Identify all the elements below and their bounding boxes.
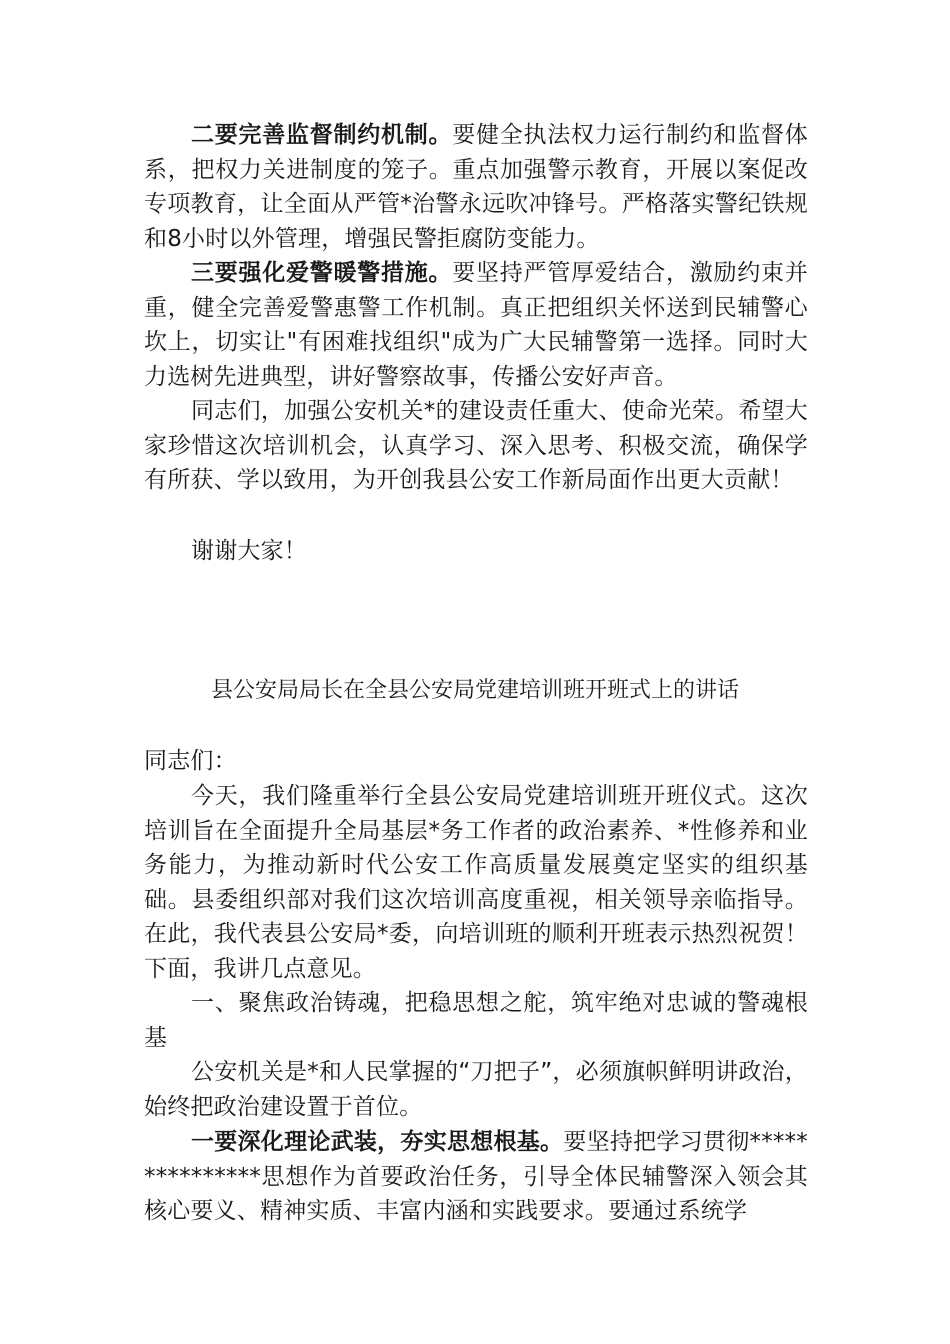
paragraph-thanks: 谢谢大家！ [191, 538, 307, 564]
paragraph-lead: 二要完善监督制约机制。 [191, 122, 453, 148]
paragraph-lead: 一要深化理论武装，夯实思想根基。 [191, 1129, 564, 1155]
paragraph-political: 公安机关是*和人民掌握的“刀把子”，必须旗帜鲜明讲政治，始终把政治建设置于首位。 [144, 1059, 808, 1120]
paragraph-theory [144, 1125, 808, 1229]
paragraph-body: 要健全执法权力运行制约和监督体系，把权力关进制度的笼子。重点加强警示教育，开展以案促改专项教育，让全面从严管*治警永远吹冲锋号。严格落实警纪铁规和8小时以外管理，增强民警拒腐防变能力。 [144, 122, 809, 252]
paragraph-care-for-police [144, 256, 808, 394]
paragraph-closing: 同志们，加强公安机关*的建设责任重大、使命光荣。希望大家珍惜这次培训机会，认真学习、深入思考、积极交流，确保学有所获、学以致用，为开创我县公安工作新局面作出更大贡献！ [144, 398, 808, 494]
section-heading-1: 一、聚焦政治铸魂，把稳思想之舵，筑牢绝对忠诚的警魂根基 [144, 990, 808, 1051]
salutation: 同志们： [144, 748, 237, 774]
paragraph-lead: 三要强化爱警暖警措施。 [191, 260, 453, 286]
paragraph-body: 要坚持严管厚爱结合，激励约束并重，健全完善爱警惠警工作机制。真正把组织关怀送到民辅警心坎上，切实让"有困难找组织"成为广大民辅警第一选择。同时大力选树先进典型，讲好警察故事，传播公安好声音。 [144, 260, 809, 390]
paragraph-body: 要坚持把学习贯彻***************思想作为首要政治任务，引导全体民辅警深入领会其核心要义、精神实质、丰富内涵和实践要求。要通过系统学 [144, 1129, 808, 1225]
speech-title: 县公安局局长在全县公安局党建培训班开班式上的讲话 [210, 678, 739, 703]
paragraph-opening: 今天，我们隆重举行全县公安局党建培训班开班仪式。这次培训旨在全面提升全局基层*务工作者的政治素养、*性修养和业务能力，为推动新时代公安工作高质量发展奠定坚实的组织基础。县委组织部对我们这次培训高度重视，相关领导亲临指导。在此，我代表县公安局*委，向培训班的顺利开班表示热烈祝贺！下面，我讲几点意见。 [144, 783, 808, 982]
paragraph-supervision [144, 118, 808, 256]
